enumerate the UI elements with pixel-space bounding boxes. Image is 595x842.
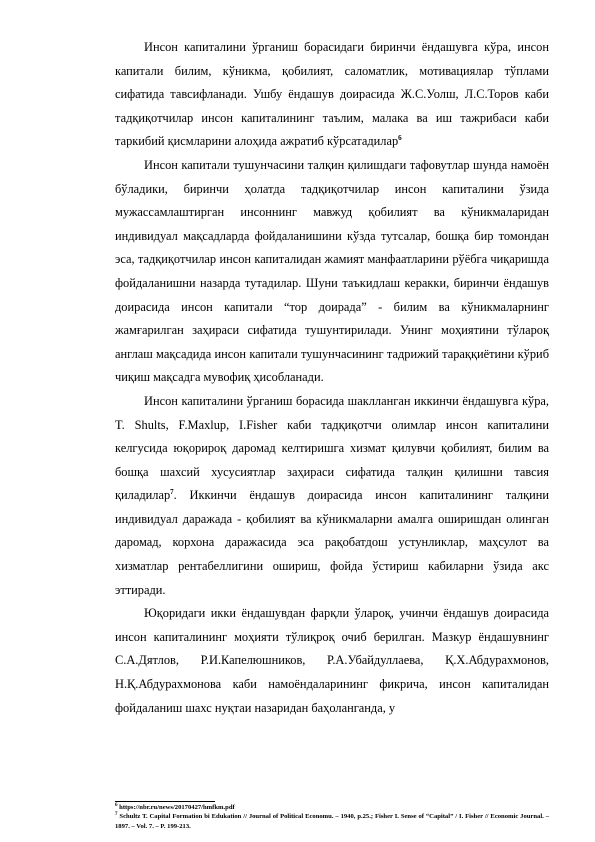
footnote-6-link[interactable]: https://nbr.ru/news/20170427/hmfkm.pdf — [117, 804, 235, 811]
footnote-6 — [115, 803, 549, 812]
paragraph-3-continued: . Иккинчи ёндашув доирасида инсон капиталининг талқини индивидуал даражада - қобилият ва кўникмаларни амалга оширишдан олинган даромад, корхона даражасида эса рақобатдош устунликлар, маҳсулот ва хизматлар рентабеллигини ошириш, фойда ўстириш кабиларни ўзида акс эттиради. — [115, 488, 549, 597]
paragraph-2 — [115, 154, 549, 390]
paragraph-1 — [115, 36, 549, 154]
paragraph-3-text: Инсон капиталини ўрганиш борасида шаклланган иккинчи ёндашувга кўра, T. Shults, F.Maxlup, I.Fisher каби тадқиқотчи олимлар инсон капиталини келгусида юқорироқ даромад келтиришга хизмат қилувчи қобилият, билим ва бошқа шахсий хусусиятлар заҳираси сифатида талқин қилишни тавсия қиладилар — [115, 393, 549, 503]
paragraph-4-text: Юқоридаги икки ёндашувдан фарқли ўлароқ, учинчи ёндашув доирасида инсон капиталининг моҳияти тўлиқроқ очиб берилган. Мазкур ёндашувнинг С.А.Дятлов, Р.И.Капелюшников, Р.А.Убайдуллаева, Қ.Х.Абдурахмонов, Н.Қ.Абдурахмонова каби намоёндаларининг фикрича, инсон капиталидан фойдаланиш шахс нуқтаи назаридан баҳоланганда, у — [115, 606, 549, 715]
footnote-7 — [115, 812, 549, 831]
paragraph-1-text: Инсон капиталини ўрганиш борасидаги биринчи ёндашувга кўра, инсон капитали билим, кўникма, қобилият, саломатлик, мотивациялар тўплами сифатида тавсифланади. Ушбу ёндашув доирасида Ж.С.Уолш, Л.С.Торов каби тадқиқотчилар инсон капиталининг таълим, малака ва иш тажрибаси каби таркибий қисмларини алоҳида ажратиб кўрсатадилар — [115, 40, 549, 149]
paragraph-3 — [115, 390, 549, 602]
footnote-ref-7[interactable]: 7 — [170, 488, 174, 497]
footnote-7-text: Schultz T. Capital Formation bi Edukation // Journal of Political Economu. – 1940, p.25.; Fisher I. Sense of “Capital” / I. Fisher // Economic Journal. – 1897. – Vol. 7. – P. 199-213. — [115, 813, 549, 830]
footnote-ref-6[interactable]: 6 — [398, 134, 402, 143]
footnotes — [115, 803, 549, 831]
footnote-mark-6: 6 — [115, 802, 118, 808]
footnote-separator — [115, 801, 215, 802]
paragraph-2-text: Инсон капитали тушунчасини талқин қилишдаги тафовутлар шунда намоён бўладики, биринчи ҳолатда тадқиқотчилар инсон капиталини ўзида мужассамлаштирган инсоннинг мавжуд қобилият ва кўникмаларидан индивидуал мақсадларда фойдаланишини кўзда тутсалар, бошқа бир томондан эса, тадқиқотчилар инсон капиталидан жамият манфаатларини рўёбга чиқаришда фойдаланишни назарда тутадилар. Шуни таъкидлаш керакки, биринчи ёндашув доирасида инсон капитали “тор доирада” - билим ва кўникмаларнинг жамғарилган заҳираси сифатида тушунтирилади. Унинг моҳиятини тўлароқ англаш мақсадида инсон капитали тушунчасининг тадрижий тараққиётини кўриб чиқиш мақсадга мувофиқ ҳисобланади. — [115, 157, 549, 385]
body-text — [115, 36, 549, 720]
paragraph-4 — [115, 602, 549, 720]
footnote-mark-7: 7 — [115, 812, 118, 818]
